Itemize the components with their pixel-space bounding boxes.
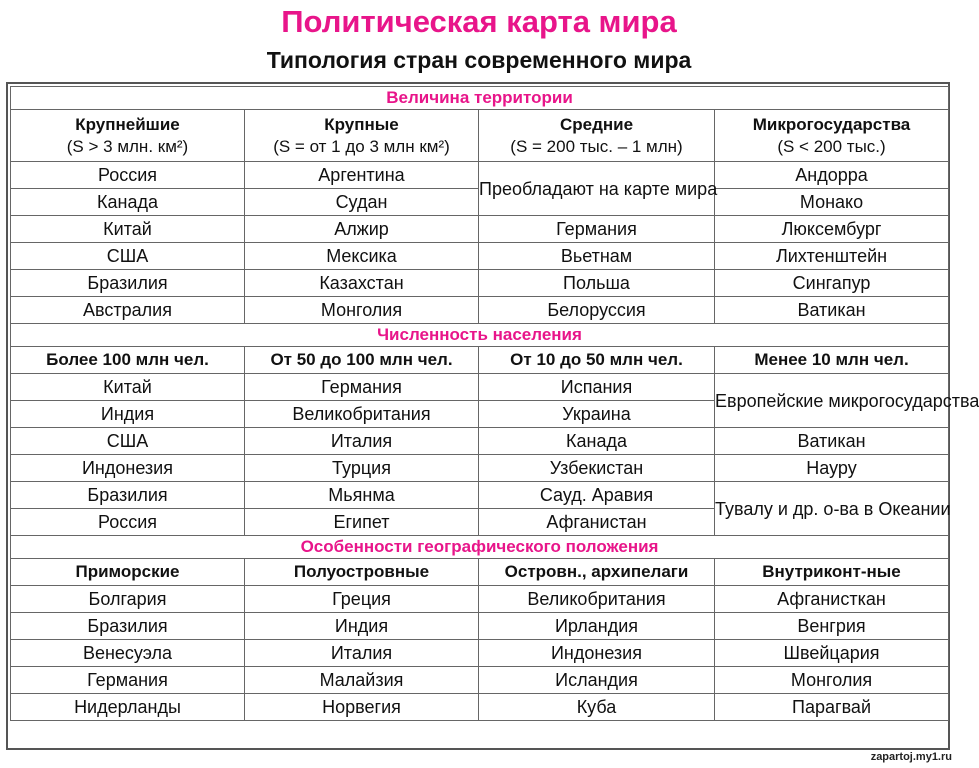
header-name: Крупнейшие xyxy=(75,114,180,134)
table-row xyxy=(11,270,949,297)
table-cell: Афганистан xyxy=(479,509,715,536)
table-cell: Индонезия xyxy=(11,455,245,482)
section-title-population: Численность населения xyxy=(11,324,949,347)
section-title-territory: Величина территории xyxy=(11,87,949,110)
typology-table xyxy=(10,86,979,721)
table-cell: Судан xyxy=(245,189,479,216)
table-cell: Малайзия xyxy=(245,667,479,694)
table-cell: США xyxy=(11,243,245,270)
table-cell: Норвегия xyxy=(245,694,479,721)
table-cell: Германия xyxy=(11,667,245,694)
table-cell: Индонезия xyxy=(479,640,715,667)
source-watermark: zapartoj.my1.ru xyxy=(870,751,952,763)
table-cell: Венгрия xyxy=(715,613,949,640)
section-row xyxy=(11,324,949,347)
table-cell: Парагвай xyxy=(715,694,949,721)
table-cell: Венесуэла xyxy=(11,640,245,667)
table-cell: Лихтенштейн xyxy=(715,243,949,270)
header-cell: Островн., архипелаги xyxy=(479,559,715,586)
table-cell: Сауд. Аравия xyxy=(479,482,715,509)
header-cell: Более 100 млн чел. xyxy=(11,347,245,374)
header-sub: (S < 200 тыс.) xyxy=(777,136,886,156)
table-cell: Афганисткан xyxy=(715,586,949,613)
table-cell: Австралия xyxy=(11,297,245,324)
table-cell: Ватикан xyxy=(715,428,949,455)
header-cell: От 10 до 50 млн чел. xyxy=(479,347,715,374)
header-cell xyxy=(11,110,245,162)
header-cell: Менее 10 млн чел. xyxy=(715,347,949,374)
table-cell: Индия xyxy=(245,613,479,640)
table-cell: Германия xyxy=(245,374,479,401)
table-cell: Китай xyxy=(11,216,245,243)
table-cell: Сингапур xyxy=(715,270,949,297)
table-cell: Мьянма xyxy=(245,482,479,509)
table-cell: Болгария xyxy=(11,586,245,613)
header-cell: От 50 до 100 млн чел. xyxy=(245,347,479,374)
section-title-geography: Особенности географического положения xyxy=(11,536,949,559)
table-cell: Ватикан xyxy=(715,297,949,324)
table-cell: Бразилия xyxy=(11,613,245,640)
table-cell: Греция xyxy=(245,586,479,613)
header-sub: (S = 200 тыс. – 1 млн) xyxy=(510,136,683,156)
header-name: Средние xyxy=(559,114,634,134)
table-cell: Швейцария xyxy=(715,640,949,667)
header-row xyxy=(11,110,949,162)
table-cell: Россия xyxy=(11,509,245,536)
table-cell: Германия xyxy=(479,216,715,243)
table-cell: Казахстан xyxy=(245,270,479,297)
table-cell: Великобритания xyxy=(479,586,715,613)
table-cell: Нидерланды xyxy=(11,694,245,721)
table-cell: Белоруссия xyxy=(479,297,715,324)
table-row xyxy=(11,640,949,667)
table-cell-note: Тувалу и др. о-ва в Океании xyxy=(715,482,949,536)
table-cell: Люксембург xyxy=(715,216,949,243)
table-row xyxy=(11,428,949,455)
header-name: Крупные xyxy=(324,114,399,134)
table-cell: Монако xyxy=(715,189,949,216)
table-cell: США xyxy=(11,428,245,455)
table-cell: Монголия xyxy=(715,667,949,694)
header-cell xyxy=(245,110,479,162)
header-row xyxy=(11,559,949,586)
header-name: Микрогосударства xyxy=(752,114,911,134)
table-cell: Аргентина xyxy=(245,162,479,189)
page-title: Политическая карта мира xyxy=(281,4,677,39)
table-cell: Куба xyxy=(479,694,715,721)
table-cell: Россия xyxy=(11,162,245,189)
table-cell: Алжир xyxy=(245,216,479,243)
header-cell: Внутриконт-ные xyxy=(715,559,949,586)
table-cell: Вьетнам xyxy=(479,243,715,270)
table-cell: Индия xyxy=(11,401,245,428)
header-cell: Полуостровные xyxy=(245,559,479,586)
table-row xyxy=(11,455,949,482)
section-row xyxy=(11,87,949,110)
table-row xyxy=(11,216,949,243)
table-cell: Ирландия xyxy=(479,613,715,640)
table-cell: Италия xyxy=(245,640,479,667)
table-cell: Испания xyxy=(479,374,715,401)
section-row xyxy=(11,536,949,559)
table-cell: Мексика xyxy=(245,243,479,270)
header-cell xyxy=(715,110,949,162)
table-cell: Украина xyxy=(479,401,715,428)
table-cell: Великобритания xyxy=(245,401,479,428)
table-row xyxy=(11,243,949,270)
table-row xyxy=(11,482,949,509)
header-row xyxy=(11,347,949,374)
table-cell: Китай xyxy=(11,374,245,401)
table-row xyxy=(11,586,949,613)
table-cell: Бразилия xyxy=(11,270,245,297)
table-cell: Канада xyxy=(11,189,245,216)
table-cell: Исландия xyxy=(479,667,715,694)
header-cell: Приморские xyxy=(11,559,245,586)
table-cell: Андорра xyxy=(715,162,949,189)
page-subtitle: Типология стран современного мира xyxy=(266,47,692,73)
table-row xyxy=(11,297,949,324)
header-cell xyxy=(479,110,715,162)
table-cell: Египет xyxy=(245,509,479,536)
table-row xyxy=(11,694,949,721)
table-row xyxy=(11,162,949,189)
table-cell: Польша xyxy=(479,270,715,297)
header-sub: (S = от 1 до 3 млн км²) xyxy=(273,136,450,156)
table-cell-note: Европейские микрогосударства xyxy=(715,374,949,428)
table-row xyxy=(11,667,949,694)
table-cell: Монголия xyxy=(245,297,479,324)
table-cell: Науру xyxy=(715,455,949,482)
table-cell: Бразилия xyxy=(11,482,245,509)
table-row xyxy=(11,613,949,640)
table-cell: Узбекистан xyxy=(479,455,715,482)
table-cell: Италия xyxy=(245,428,479,455)
table-cell: Канада xyxy=(479,428,715,455)
table-cell: Турция xyxy=(245,455,479,482)
header-sub: (S > 3 млн. км²) xyxy=(66,136,189,156)
table-cell-note: Преобладают на карте мира xyxy=(479,162,715,216)
table-row xyxy=(11,374,949,401)
